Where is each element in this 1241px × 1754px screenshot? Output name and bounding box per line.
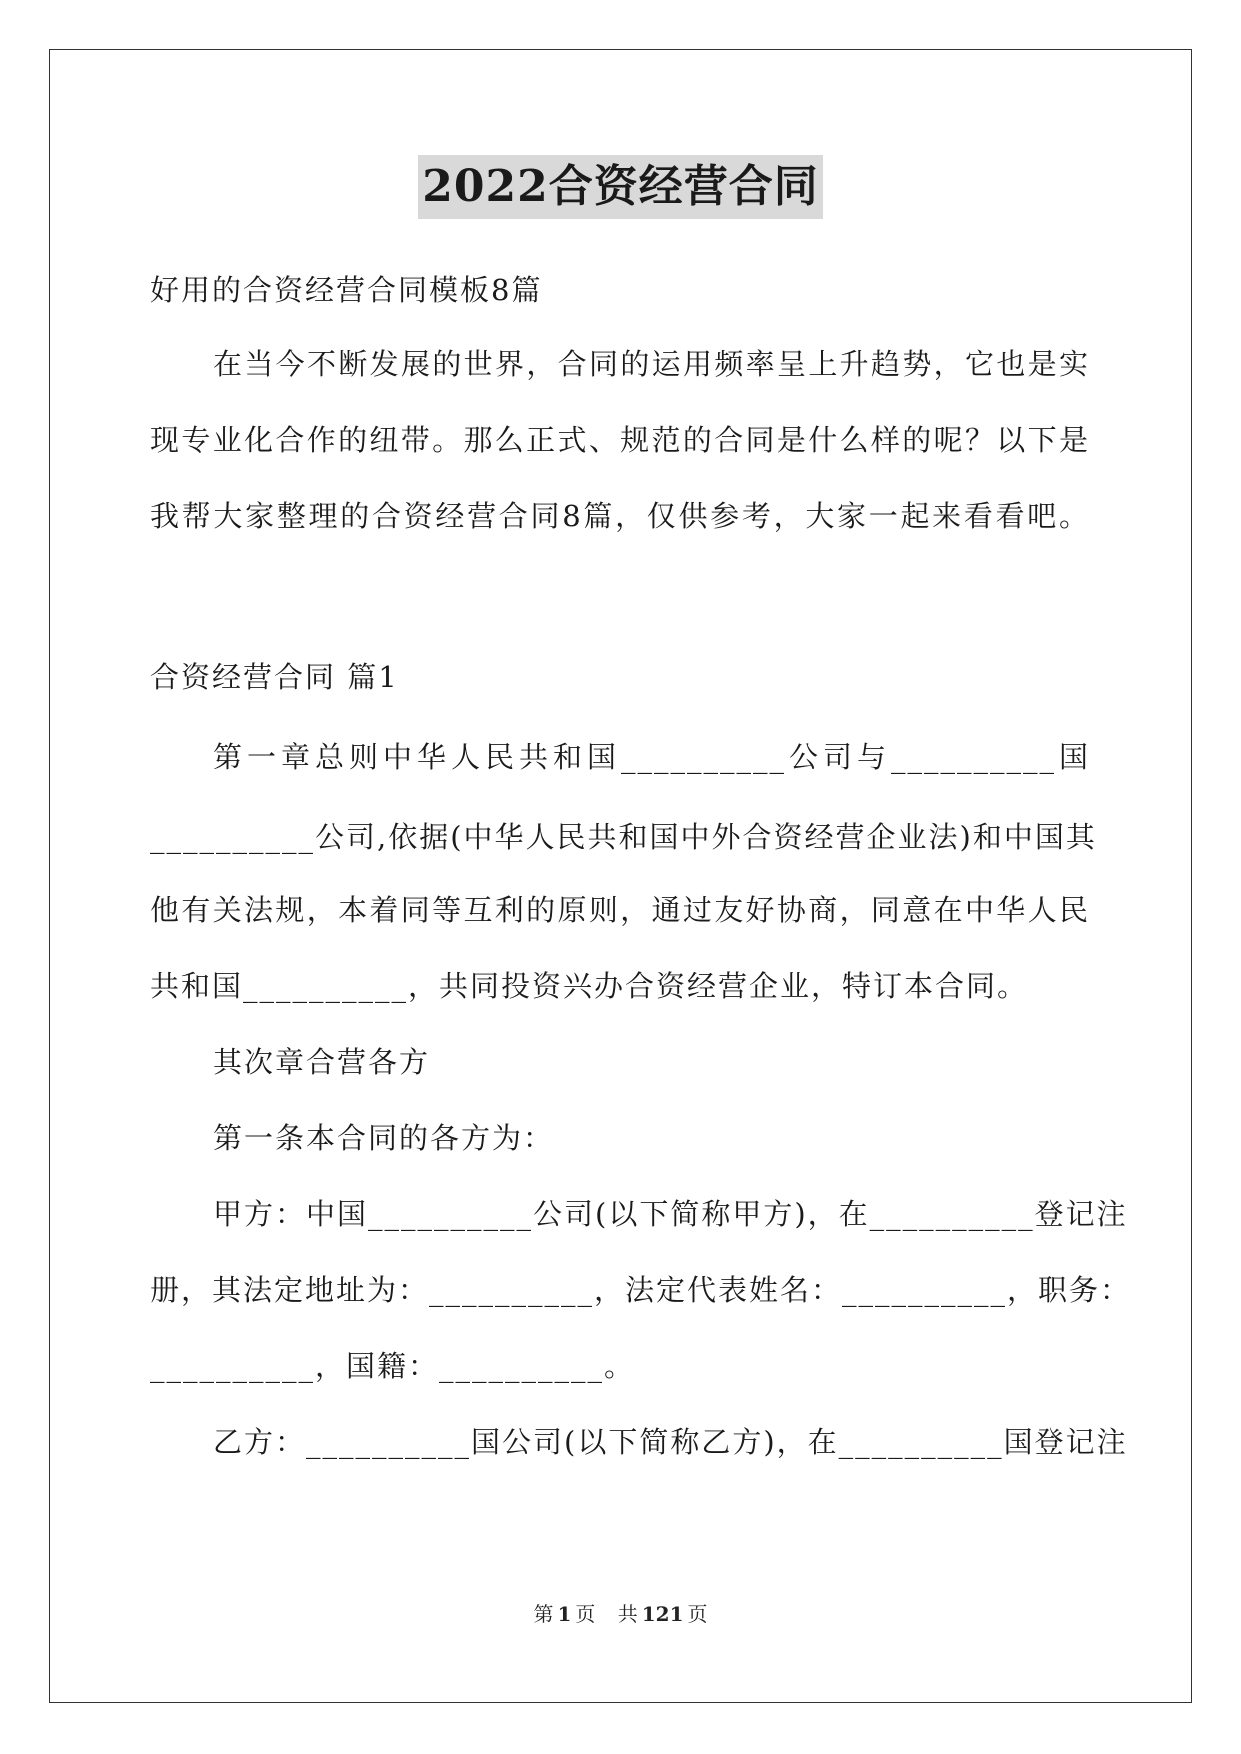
intro-line: 在当今不断发展的世界，合同的运用频率呈上升趋势，它也是实 bbox=[213, 347, 1090, 381]
body-line: 第一条本合同的各方为： bbox=[213, 1121, 555, 1155]
document-subtitle: 好用的合资经营合同模板8篇 bbox=[150, 273, 543, 307]
body-line: 册，其法定地址为：__________，法定代表姓名：__________，职务： bbox=[150, 1273, 1132, 1307]
body-line: 乙方：__________国公司(以下简称乙方)，在__________国登记注 bbox=[213, 1425, 1128, 1459]
page-footer bbox=[0, 1598, 1241, 1627]
body-line: 第一章总则中华人民共和国__________公司与__________国 bbox=[213, 740, 1090, 774]
total-pages-indicator: 共 121 页 bbox=[617, 1602, 708, 1626]
intro-line: 我帮大家整理的合资经营合同8篇，仅供参考，大家一起来看看吧。 bbox=[150, 499, 1090, 533]
page-indicator: 第 1 页 bbox=[533, 1602, 596, 1626]
body-line: 甲方：中国__________公司(以下简称甲方)，在__________登记注 bbox=[213, 1197, 1128, 1231]
title-container bbox=[0, 155, 1241, 219]
body-line: 他有关法规，本着同等互利的原则，通过友好协商，同意在中华人民 bbox=[150, 893, 1090, 927]
body-line: 共和国__________，共同投资兴办合资经营企业，特订本合同。 bbox=[150, 969, 1029, 1003]
chapter-heading: 其次章合营各方 bbox=[213, 1045, 431, 1079]
section-heading: 合资经营合同 篇1 bbox=[150, 660, 399, 694]
document-title: 2022合资经营合同 bbox=[418, 155, 822, 219]
intro-line: 现专业化合作的纽带。那么正式、规范的合同是什么样的呢？以下是 bbox=[150, 423, 1090, 457]
body-line: __________公司,依据(中华人民共和国中外合资经营企业法)和中国其 bbox=[150, 820, 1097, 854]
body-line: __________，国籍：__________。 bbox=[150, 1349, 636, 1383]
